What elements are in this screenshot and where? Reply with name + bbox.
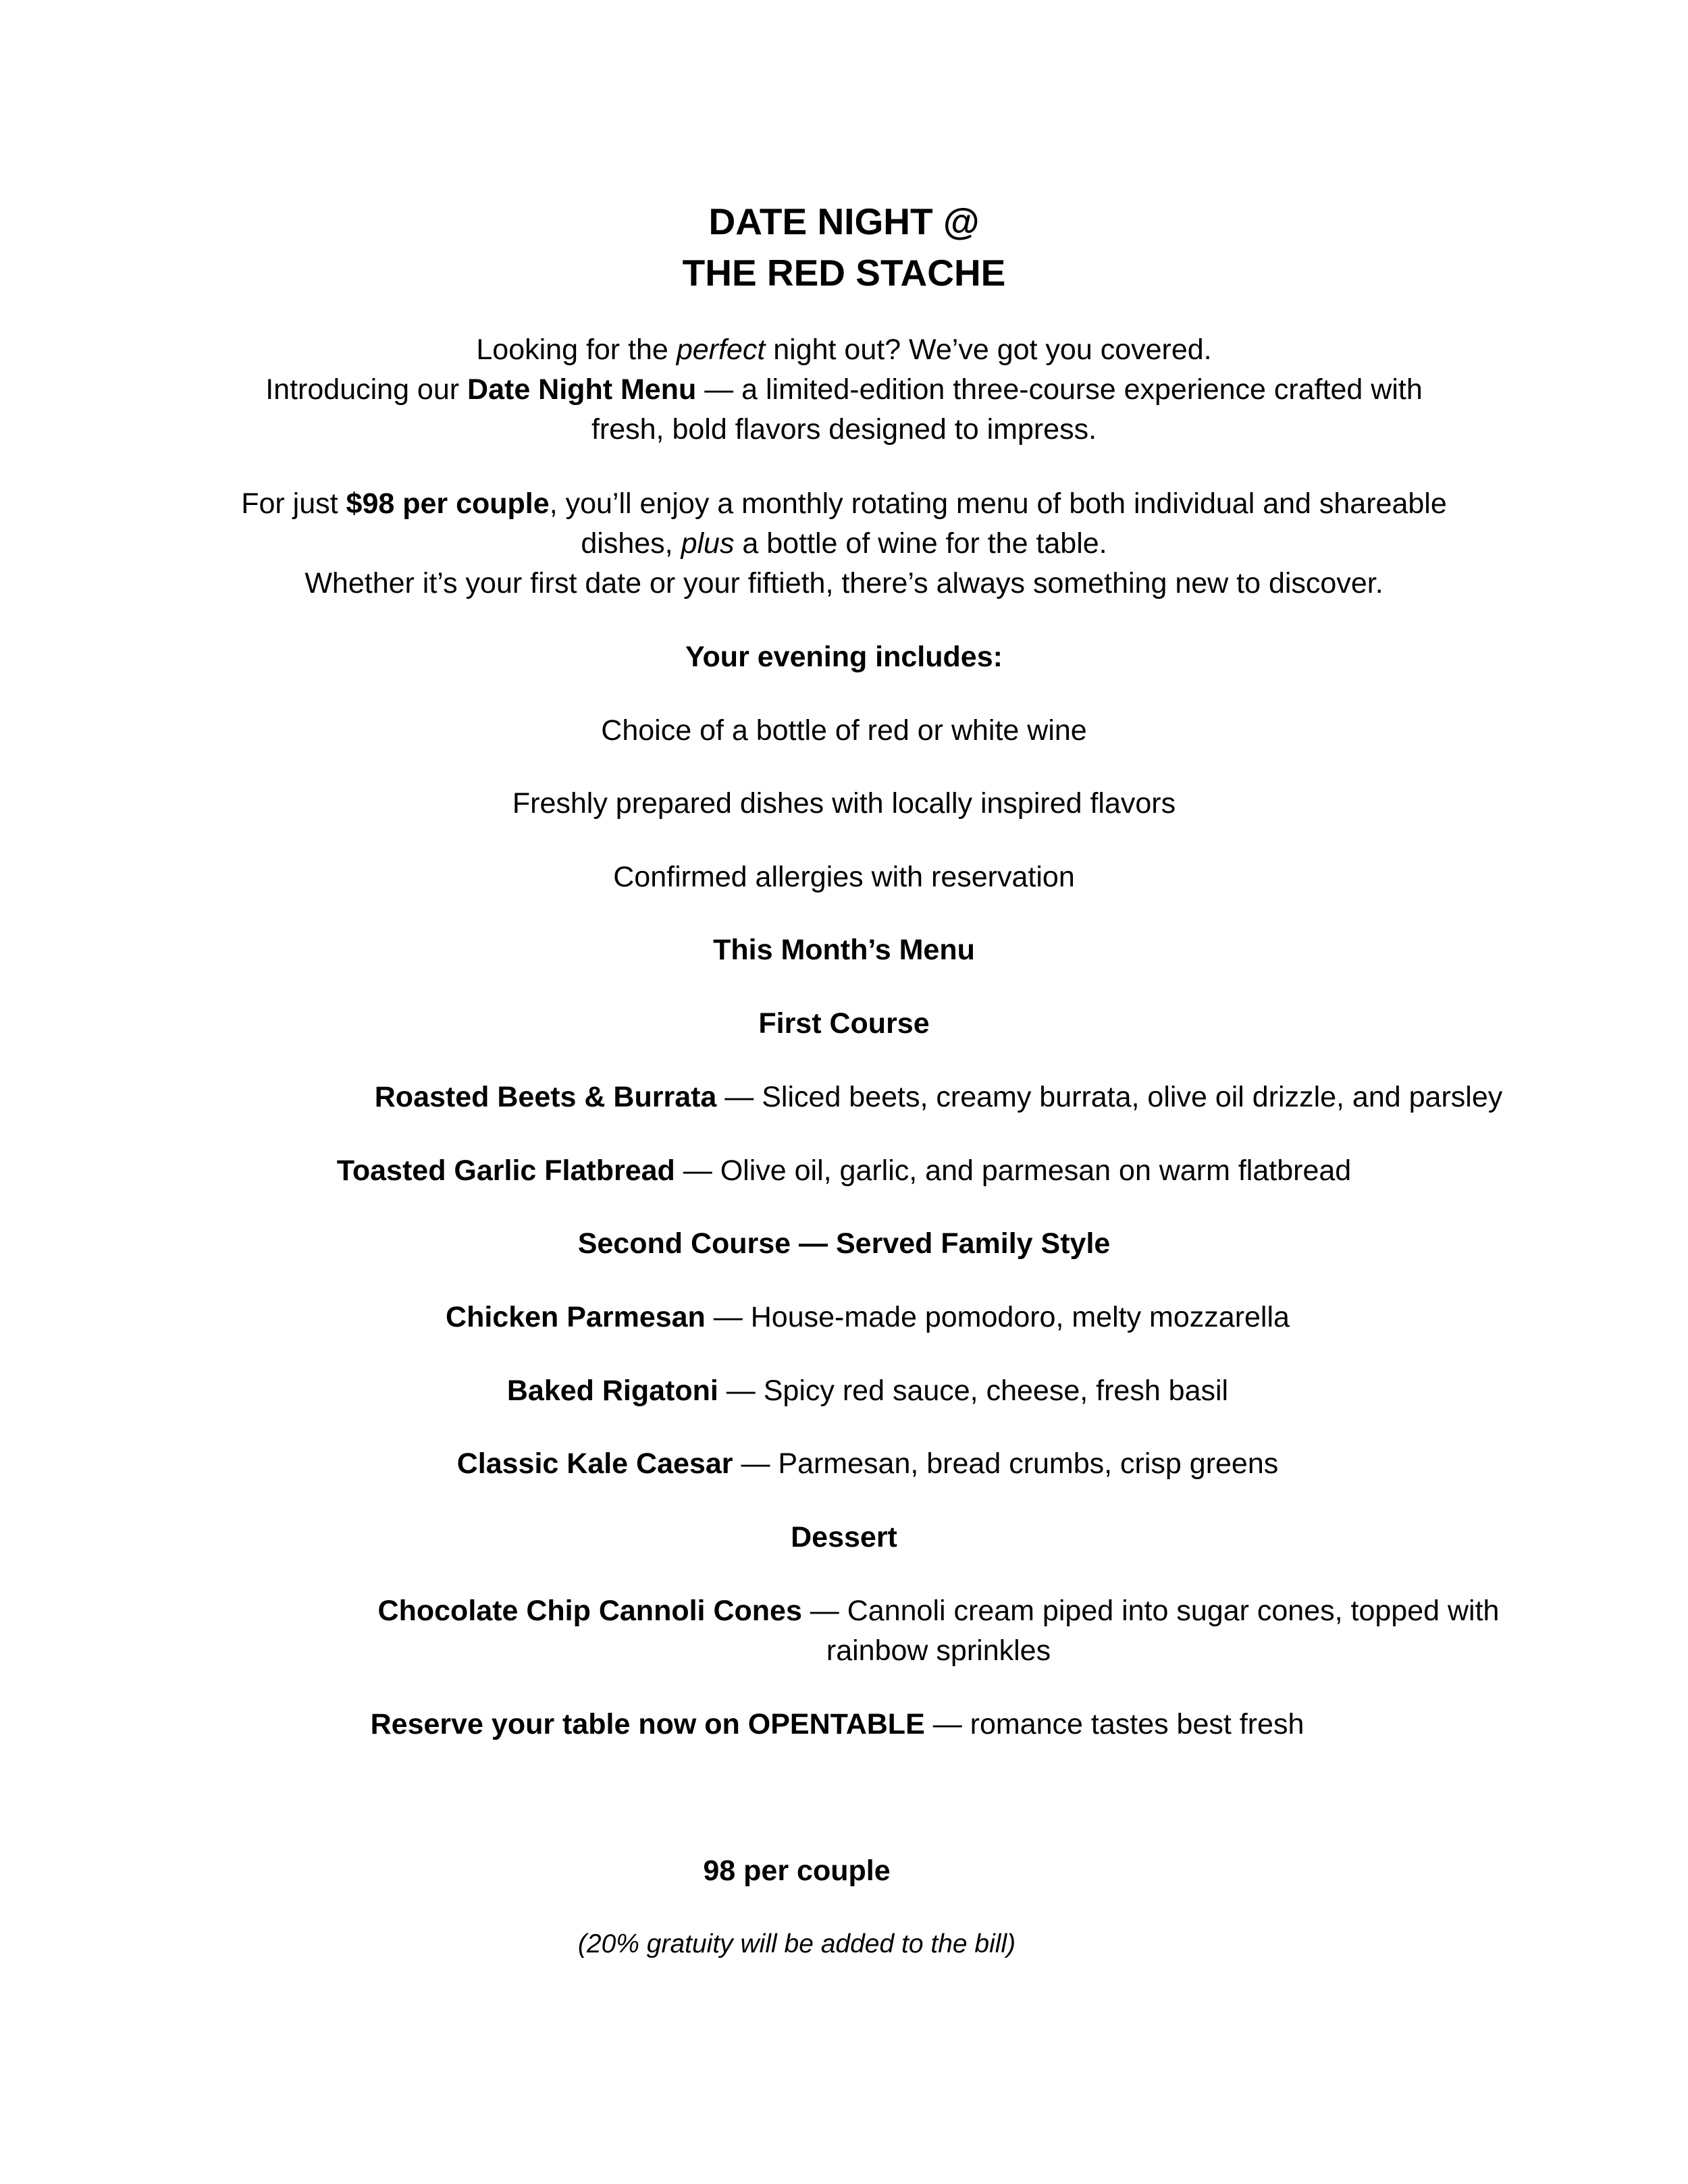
dessert-heading: Dessert	[791, 1521, 897, 1553]
menu-item-description: — Parmesan, bread crumbs, crisp greens	[733, 1447, 1279, 1480]
title-line-2: THE RED STACHE	[682, 252, 1006, 294]
menu-item-description-continued: rainbow sprinkles	[826, 1634, 1051, 1667]
offer-text: a bottle of wine for the table.	[734, 527, 1107, 560]
menu-item-name: Toasted Garlic Flatbread	[336, 1154, 675, 1187]
offer-text: dishes,	[581, 527, 681, 560]
menu-item	[24, 1443, 1688, 1484]
menu-item-name: Baked Rigatoni	[506, 1375, 718, 1407]
offer-text: For just	[241, 487, 346, 520]
reserve-line	[0, 1704, 1681, 1744]
intro-line-3: fresh, bold flavors designed to impress.	[591, 413, 1097, 446]
menu-item-description: — Spicy red sauce, cheese, fresh basil	[718, 1375, 1229, 1407]
intro-text: Introducing our	[265, 373, 468, 406]
menu-item	[95, 1591, 1688, 1631]
gratuity-note: (20% gratuity will be added to the bill)	[577, 1929, 1016, 1959]
menu-heading: This Month’s Menu	[713, 934, 975, 966]
offer-emphasis: plus	[681, 527, 735, 560]
second-course-heading: Second Course — Served Family Style	[577, 1227, 1111, 1260]
offer-text: , you’ll enjoy a monthly rotating menu of both individual and shareable	[549, 487, 1447, 520]
menu-item-name: Classic Kale Caesar	[456, 1447, 733, 1480]
includes-heading: Your evening includes:	[685, 641, 1003, 673]
menu-item	[95, 1077, 1688, 1117]
intro-text: — a limited-edition three-course experience crafted with	[696, 373, 1423, 406]
intro-text: Looking for the	[476, 334, 677, 366]
reserve-call-to-action: Reserve your table now on OPENTABLE	[370, 1708, 925, 1740]
menu-item-name: Roasted Beets & Burrata	[374, 1081, 717, 1113]
title-line-1: DATE NIGHT @	[708, 201, 980, 242]
reserve-tagline: — romance tastes best fresh	[924, 1708, 1304, 1740]
intro-emphasis: perfect	[676, 334, 766, 366]
intro-line-2	[0, 369, 1688, 410]
menu-item-description: — Cannoli cream piped into sugar cones, topped with	[801, 1595, 1500, 1627]
includes-item: Choice of a bottle of red or white wine	[601, 714, 1087, 747]
offer-line-3: Whether it’s your first date or your fiftieth, there’s always something new to discover.	[305, 567, 1383, 600]
intro-text: night out? We’ve got you covered.	[765, 334, 1212, 366]
menu-item-description: — Olive oil, garlic, and parmesan on warm flatbread	[675, 1154, 1352, 1187]
offer-line-1	[0, 483, 1688, 524]
menu-item	[24, 1297, 1688, 1337]
offer-price: $98 per couple	[346, 487, 550, 520]
intro-line-1	[0, 329, 1688, 370]
menu-item-name: Chicken Parmesan	[446, 1301, 706, 1333]
menu-item-description: — House-made pomodoro, melty mozzarella	[705, 1301, 1290, 1333]
menu-item-description: — Sliced beets, creamy burrata, olive oil drizzle, and parsley	[716, 1081, 1503, 1113]
includes-item: Confirmed allergies with reservation	[613, 861, 1075, 893]
menu-item	[24, 1370, 1688, 1411]
menu-item-name: Chocolate Chip Cannoli Cones	[377, 1595, 802, 1627]
first-course-heading: First Course	[758, 1007, 930, 1040]
price-line: 98 per couple	[703, 1855, 891, 1887]
includes-item: Freshly prepared dishes with locally inspired flavors	[512, 787, 1176, 820]
intro-menu-name: Date Night Menu	[467, 373, 697, 406]
offer-line-2	[0, 523, 1688, 564]
menu-item	[0, 1150, 1688, 1191]
